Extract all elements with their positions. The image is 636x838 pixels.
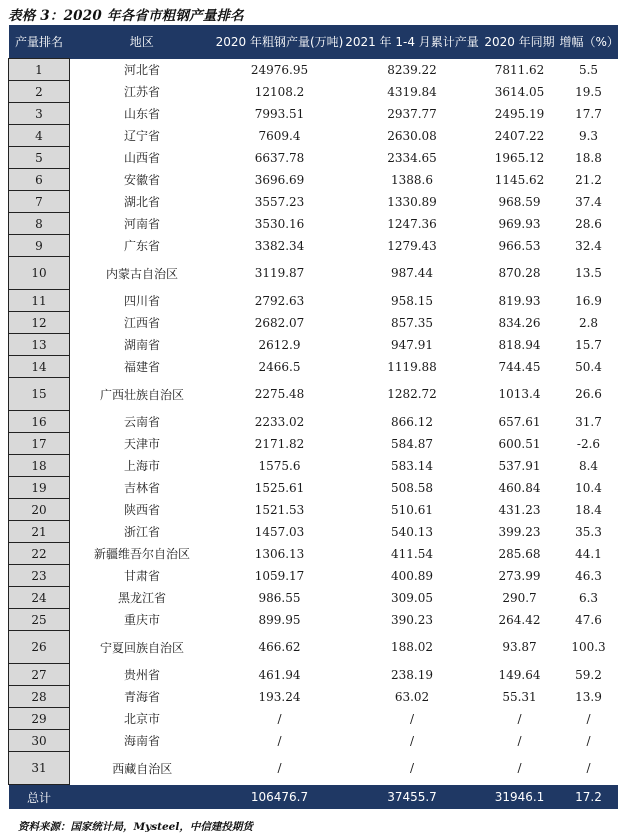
cell-output-2021: 1282.72 <box>387 387 437 401</box>
table-row <box>9 334 618 356</box>
table-row <box>9 730 618 752</box>
cell-region: 天津市 <box>123 437 160 451</box>
cell-same-period: 93.87 <box>502 640 537 654</box>
col-header-rank: 产量排名 <box>9 25 70 59</box>
cell-same-period: 2495.19 <box>494 106 545 121</box>
cell-same-period: 7811.62 <box>494 62 545 77</box>
cell-region: 青海省 <box>123 690 160 704</box>
cell-output-2021: 400.89 <box>391 568 433 583</box>
cell-growth: 18.8 <box>575 150 602 165</box>
cell-output-2020: 899.95 <box>258 612 301 627</box>
table-row <box>9 411 618 433</box>
cell-output-2021: 2334.65 <box>387 150 437 165</box>
cell-rank: 7 <box>9 191 70 213</box>
table-row <box>9 708 618 730</box>
cell-region: 西藏自治区 <box>112 761 173 776</box>
cell-output-2021: 584.87 <box>391 436 433 451</box>
cell-output-2020: 1525.61 <box>254 480 305 495</box>
cell-output-2021: 1247.36 <box>387 216 437 231</box>
cell-rank: 4 <box>9 125 70 147</box>
table-row <box>9 433 618 455</box>
cell-output-2020: 1521.53 <box>254 502 305 517</box>
cell-growth: 18.4 <box>575 502 602 517</box>
total-output-2021: 37455.7 <box>345 785 480 810</box>
cell-output-2021: 508.58 <box>391 480 433 495</box>
cell-growth: 32.4 <box>575 238 602 253</box>
cell-rank: 31 <box>9 752 70 785</box>
cell-rank: 9 <box>9 235 70 257</box>
cell-growth: / <box>586 733 591 748</box>
cell-rank: 27 <box>9 664 70 686</box>
cell-output-2020: 193.24 <box>258 689 301 704</box>
cell-growth: 35.3 <box>575 524 602 539</box>
cell-region: 新疆维吾尔自治区 <box>93 547 190 561</box>
cell-output-2020: 461.94 <box>258 667 301 682</box>
cell-growth: 28.6 <box>575 216 602 231</box>
table-row <box>9 147 618 169</box>
table-row <box>9 125 618 147</box>
cell-output-2021: 8239.22 <box>387 62 437 77</box>
cell-region: 黑龙江省 <box>117 591 166 605</box>
total-growth: 17.2 <box>560 785 618 810</box>
cell-region: 甘肃省 <box>123 569 160 583</box>
cell-rank: 30 <box>9 730 70 752</box>
cell-same-period: 744.45 <box>498 359 541 374</box>
cell-output-2020: 24976.95 <box>250 62 309 77</box>
cell-growth: 17.7 <box>575 106 602 121</box>
cell-rank: 5 <box>9 147 70 169</box>
cell-output-2021: 1330.89 <box>387 194 437 209</box>
cell-same-period: 819.93 <box>498 293 541 308</box>
cell-output-2021: 1119.88 <box>387 359 437 374</box>
cell-region: 宁夏回族自治区 <box>99 640 184 655</box>
cell-same-period: 966.53 <box>498 238 541 253</box>
cell-output-2020: 2612.9 <box>258 337 301 352</box>
cell-output-2021: / <box>409 761 415 775</box>
cell-rank: 16 <box>9 411 70 433</box>
table-row <box>9 213 618 235</box>
cell-output-2020: 2466.5 <box>258 359 301 374</box>
table-row <box>9 609 618 631</box>
cell-region: 四川省 <box>123 294 160 308</box>
cell-output-2021: 857.35 <box>391 315 433 330</box>
table-row <box>9 565 618 587</box>
cell-region: 北京市 <box>123 712 160 726</box>
cell-output-2020: 3557.23 <box>254 194 305 209</box>
cell-output-2020: / <box>277 711 282 726</box>
col-header-growth: 增幅（%） <box>560 25 618 59</box>
cell-rank: 28 <box>9 686 70 708</box>
cell-region: 云南省 <box>123 415 160 429</box>
cell-rank: 8 <box>9 213 70 235</box>
cell-same-period: 399.23 <box>498 524 541 539</box>
cell-same-period: 3614.05 <box>494 84 545 99</box>
cell-output-2021: 309.05 <box>391 590 433 605</box>
cell-growth: 26.6 <box>575 387 602 401</box>
cell-growth: 59.2 <box>575 667 602 682</box>
cell-same-period: 273.99 <box>498 568 541 583</box>
cell-growth: 46.3 <box>575 568 602 583</box>
col-header-output-2020: 2020 年粗钢产量(万吨) <box>215 25 345 59</box>
cell-region: 山西省 <box>123 151 160 165</box>
cell-output-2020: 7609.4 <box>258 128 301 143</box>
cell-growth: 21.2 <box>575 172 602 187</box>
cell-rank: 29 <box>9 708 70 730</box>
cell-region: 湖北省 <box>123 195 160 209</box>
cell-output-2020: 2682.07 <box>254 315 305 330</box>
table-row <box>9 378 618 411</box>
cell-region: 山东省 <box>123 107 160 121</box>
cell-growth: / <box>586 711 591 726</box>
cell-rank: 21 <box>9 521 70 543</box>
cell-growth: / <box>586 761 591 775</box>
cell-region: 江苏省 <box>123 85 160 99</box>
cell-output-2021: 583.14 <box>391 458 433 473</box>
cell-rank: 23 <box>9 565 70 587</box>
cell-output-2021: 947.91 <box>391 337 433 352</box>
cell-rank: 1 <box>9 59 70 81</box>
cell-output-2021: 2630.08 <box>387 128 437 143</box>
cell-rank: 13 <box>9 334 70 356</box>
cell-output-2020: 3119.87 <box>254 266 305 280</box>
cell-output-2021: 411.54 <box>391 546 433 561</box>
cell-region: 河北省 <box>123 63 160 77</box>
cell-growth: 10.4 <box>575 480 602 495</box>
cell-region: 广东省 <box>123 239 160 253</box>
table-row <box>9 543 618 565</box>
cell-rank: 6 <box>9 169 70 191</box>
total-same-period: 31946.1 <box>480 785 560 810</box>
cell-growth: 15.7 <box>575 337 602 352</box>
cell-output-2021: 188.02 <box>391 640 433 654</box>
cell-region: 福建省 <box>123 360 160 374</box>
cell-rank: 11 <box>9 290 70 312</box>
cell-region: 海南省 <box>123 734 160 748</box>
cell-same-period: 285.68 <box>498 546 541 561</box>
cell-same-period: 2407.22 <box>494 128 545 143</box>
cell-region: 江西省 <box>123 316 160 330</box>
cell-output-2021: 2937.77 <box>387 106 437 121</box>
cell-output-2021: 1279.43 <box>387 238 437 253</box>
table-row <box>9 587 618 609</box>
cell-output-2021: 510.61 <box>391 502 433 517</box>
cell-growth: 13.5 <box>575 266 602 280</box>
table-row <box>9 103 618 125</box>
cell-rank: 26 <box>9 631 70 664</box>
table-row <box>9 521 618 543</box>
cell-same-period: 264.42 <box>498 612 541 627</box>
cell-output-2020: 1457.03 <box>254 524 305 539</box>
cell-growth: 16.9 <box>575 293 602 308</box>
cell-output-2020: 2792.63 <box>254 293 305 308</box>
cell-rank: 14 <box>9 356 70 378</box>
cell-output-2021: 866.12 <box>391 414 433 429</box>
table-row <box>9 235 618 257</box>
total-label: 总计 <box>9 785 70 810</box>
cell-same-period: 290.7 <box>502 590 537 605</box>
cell-same-period: 657.61 <box>498 414 541 429</box>
cell-same-period: / <box>517 733 522 748</box>
cell-output-2020: 466.62 <box>258 640 301 654</box>
cell-rank: 2 <box>9 81 70 103</box>
cell-same-period: 1965.12 <box>494 150 545 165</box>
cell-rank: 18 <box>9 455 70 477</box>
cell-growth: 19.5 <box>575 84 602 99</box>
cell-growth: 2.8 <box>578 315 599 330</box>
cell-output-2020: 1059.17 <box>254 568 305 583</box>
cell-output-2020: 1575.6 <box>258 458 301 473</box>
cell-output-2020: 3530.16 <box>254 216 305 231</box>
cell-region: 贵州省 <box>123 668 160 682</box>
cell-growth: 100.3 <box>571 640 606 654</box>
cell-output-2020: 3696.69 <box>254 172 305 187</box>
cell-growth: 47.6 <box>575 612 602 627</box>
cell-region: 重庆市 <box>123 613 160 627</box>
cell-growth: -2.6 <box>576 436 601 451</box>
cell-rank: 17 <box>9 433 70 455</box>
cell-output-2020: 6637.78 <box>254 150 305 165</box>
cell-output-2021: 1388.6 <box>391 172 433 187</box>
cell-same-period: 834.26 <box>498 315 541 330</box>
cell-same-period: 600.51 <box>498 436 541 451</box>
cell-growth: 5.5 <box>578 62 599 77</box>
cell-output-2020: 3382.34 <box>254 238 305 253</box>
cell-same-period: 969.93 <box>498 216 541 231</box>
cell-output-2020: 2233.02 <box>254 414 305 429</box>
cell-growth: 37.4 <box>575 194 602 209</box>
cell-growth: 6.3 <box>578 590 599 605</box>
total-output-2020: 106476.7 <box>215 785 345 810</box>
cell-growth: 50.4 <box>575 359 602 374</box>
cell-output-2021: 958.15 <box>391 293 433 308</box>
table-row <box>9 686 618 708</box>
cell-region: 辽宁省 <box>123 129 160 143</box>
table-row <box>9 664 618 686</box>
col-header-same-period-2020: 2020 年同期 <box>480 25 560 59</box>
cell-same-period: / <box>517 711 522 726</box>
cell-region: 湖南省 <box>123 338 160 352</box>
cell-rank: 12 <box>9 312 70 334</box>
source-note: 资料来源：国家统计局，Mysteel，中信建投期货 <box>18 821 253 833</box>
table-row <box>9 312 618 334</box>
total-region <box>70 785 215 810</box>
table-row <box>9 191 618 213</box>
cell-region: 安徽省 <box>123 173 160 187</box>
cell-same-period: 818.94 <box>498 337 541 352</box>
cell-output-2020: 986.55 <box>258 590 301 605</box>
cell-region: 广西壮族自治区 <box>99 387 184 402</box>
cell-same-period: 870.28 <box>498 266 541 280</box>
table-row <box>9 631 618 664</box>
cell-region: 河南省 <box>123 217 160 231</box>
cell-same-period: 460.84 <box>498 480 541 495</box>
table-row <box>9 290 618 312</box>
cell-output-2021: 390.23 <box>391 612 433 627</box>
cell-growth: 9.3 <box>578 128 599 143</box>
cell-rank: 20 <box>9 499 70 521</box>
header-row <box>9 25 618 59</box>
cell-rank: 24 <box>9 587 70 609</box>
cell-same-period: 1145.62 <box>494 172 545 187</box>
cell-same-period: 55.31 <box>502 689 537 704</box>
cell-region: 浙江省 <box>123 525 160 539</box>
cell-same-period: 537.91 <box>498 458 541 473</box>
cell-output-2021: 63.02 <box>394 689 430 704</box>
cell-region: 内蒙古自治区 <box>105 266 178 281</box>
cell-same-period: 1013.4 <box>498 387 541 401</box>
cell-same-period: 149.64 <box>498 667 541 682</box>
cell-output-2020: / <box>277 761 282 775</box>
table-row <box>9 81 618 103</box>
cell-rank: 10 <box>9 257 70 290</box>
table-title: 表格 3：2020 年各省市粗钢产量排名 <box>8 8 244 24</box>
table-row <box>9 356 618 378</box>
table-row <box>9 455 618 477</box>
steel-output-table <box>8 25 618 809</box>
cell-region: 吉林省 <box>123 481 160 495</box>
cell-rank: 3 <box>9 103 70 125</box>
cell-output-2021: 540.13 <box>391 524 433 539</box>
table-row <box>9 477 618 499</box>
cell-output-2021: 987.44 <box>391 266 433 280</box>
cell-output-2020: 1306.13 <box>254 546 305 561</box>
cell-rank: 15 <box>9 378 70 411</box>
cell-output-2020: 12108.2 <box>254 84 305 99</box>
cell-growth: 13.9 <box>575 689 602 704</box>
cell-output-2021: / <box>409 711 415 726</box>
cell-region: 陕西省 <box>123 503 160 517</box>
table-row <box>9 499 618 521</box>
cell-output-2020: / <box>277 733 282 748</box>
table-row <box>9 752 618 785</box>
cell-same-period: 968.59 <box>498 194 541 209</box>
cell-growth: 8.4 <box>578 458 599 473</box>
total-row <box>9 785 618 810</box>
cell-rank: 22 <box>9 543 70 565</box>
cell-output-2020: 2275.48 <box>254 387 305 401</box>
cell-growth: 44.1 <box>575 546 602 561</box>
cell-output-2021: 4319.84 <box>387 84 437 99</box>
table-row <box>9 59 618 81</box>
cell-rank: 25 <box>9 609 70 631</box>
cell-same-period: / <box>517 761 522 775</box>
cell-same-period: 431.23 <box>498 502 541 517</box>
table-row <box>9 257 618 290</box>
cell-output-2020: 7993.51 <box>254 106 305 121</box>
cell-output-2021: / <box>409 733 415 748</box>
table-row <box>9 169 618 191</box>
cell-rank: 19 <box>9 477 70 499</box>
cell-output-2020: 2171.82 <box>254 436 305 451</box>
cell-region: 上海市 <box>123 459 160 473</box>
col-header-output-2021-jan-apr: 2021 年 1-4 月累计产量 <box>345 25 480 59</box>
cell-output-2021: 238.19 <box>391 667 433 682</box>
cell-growth: 31.7 <box>575 414 602 429</box>
col-header-region: 地区 <box>70 25 215 59</box>
